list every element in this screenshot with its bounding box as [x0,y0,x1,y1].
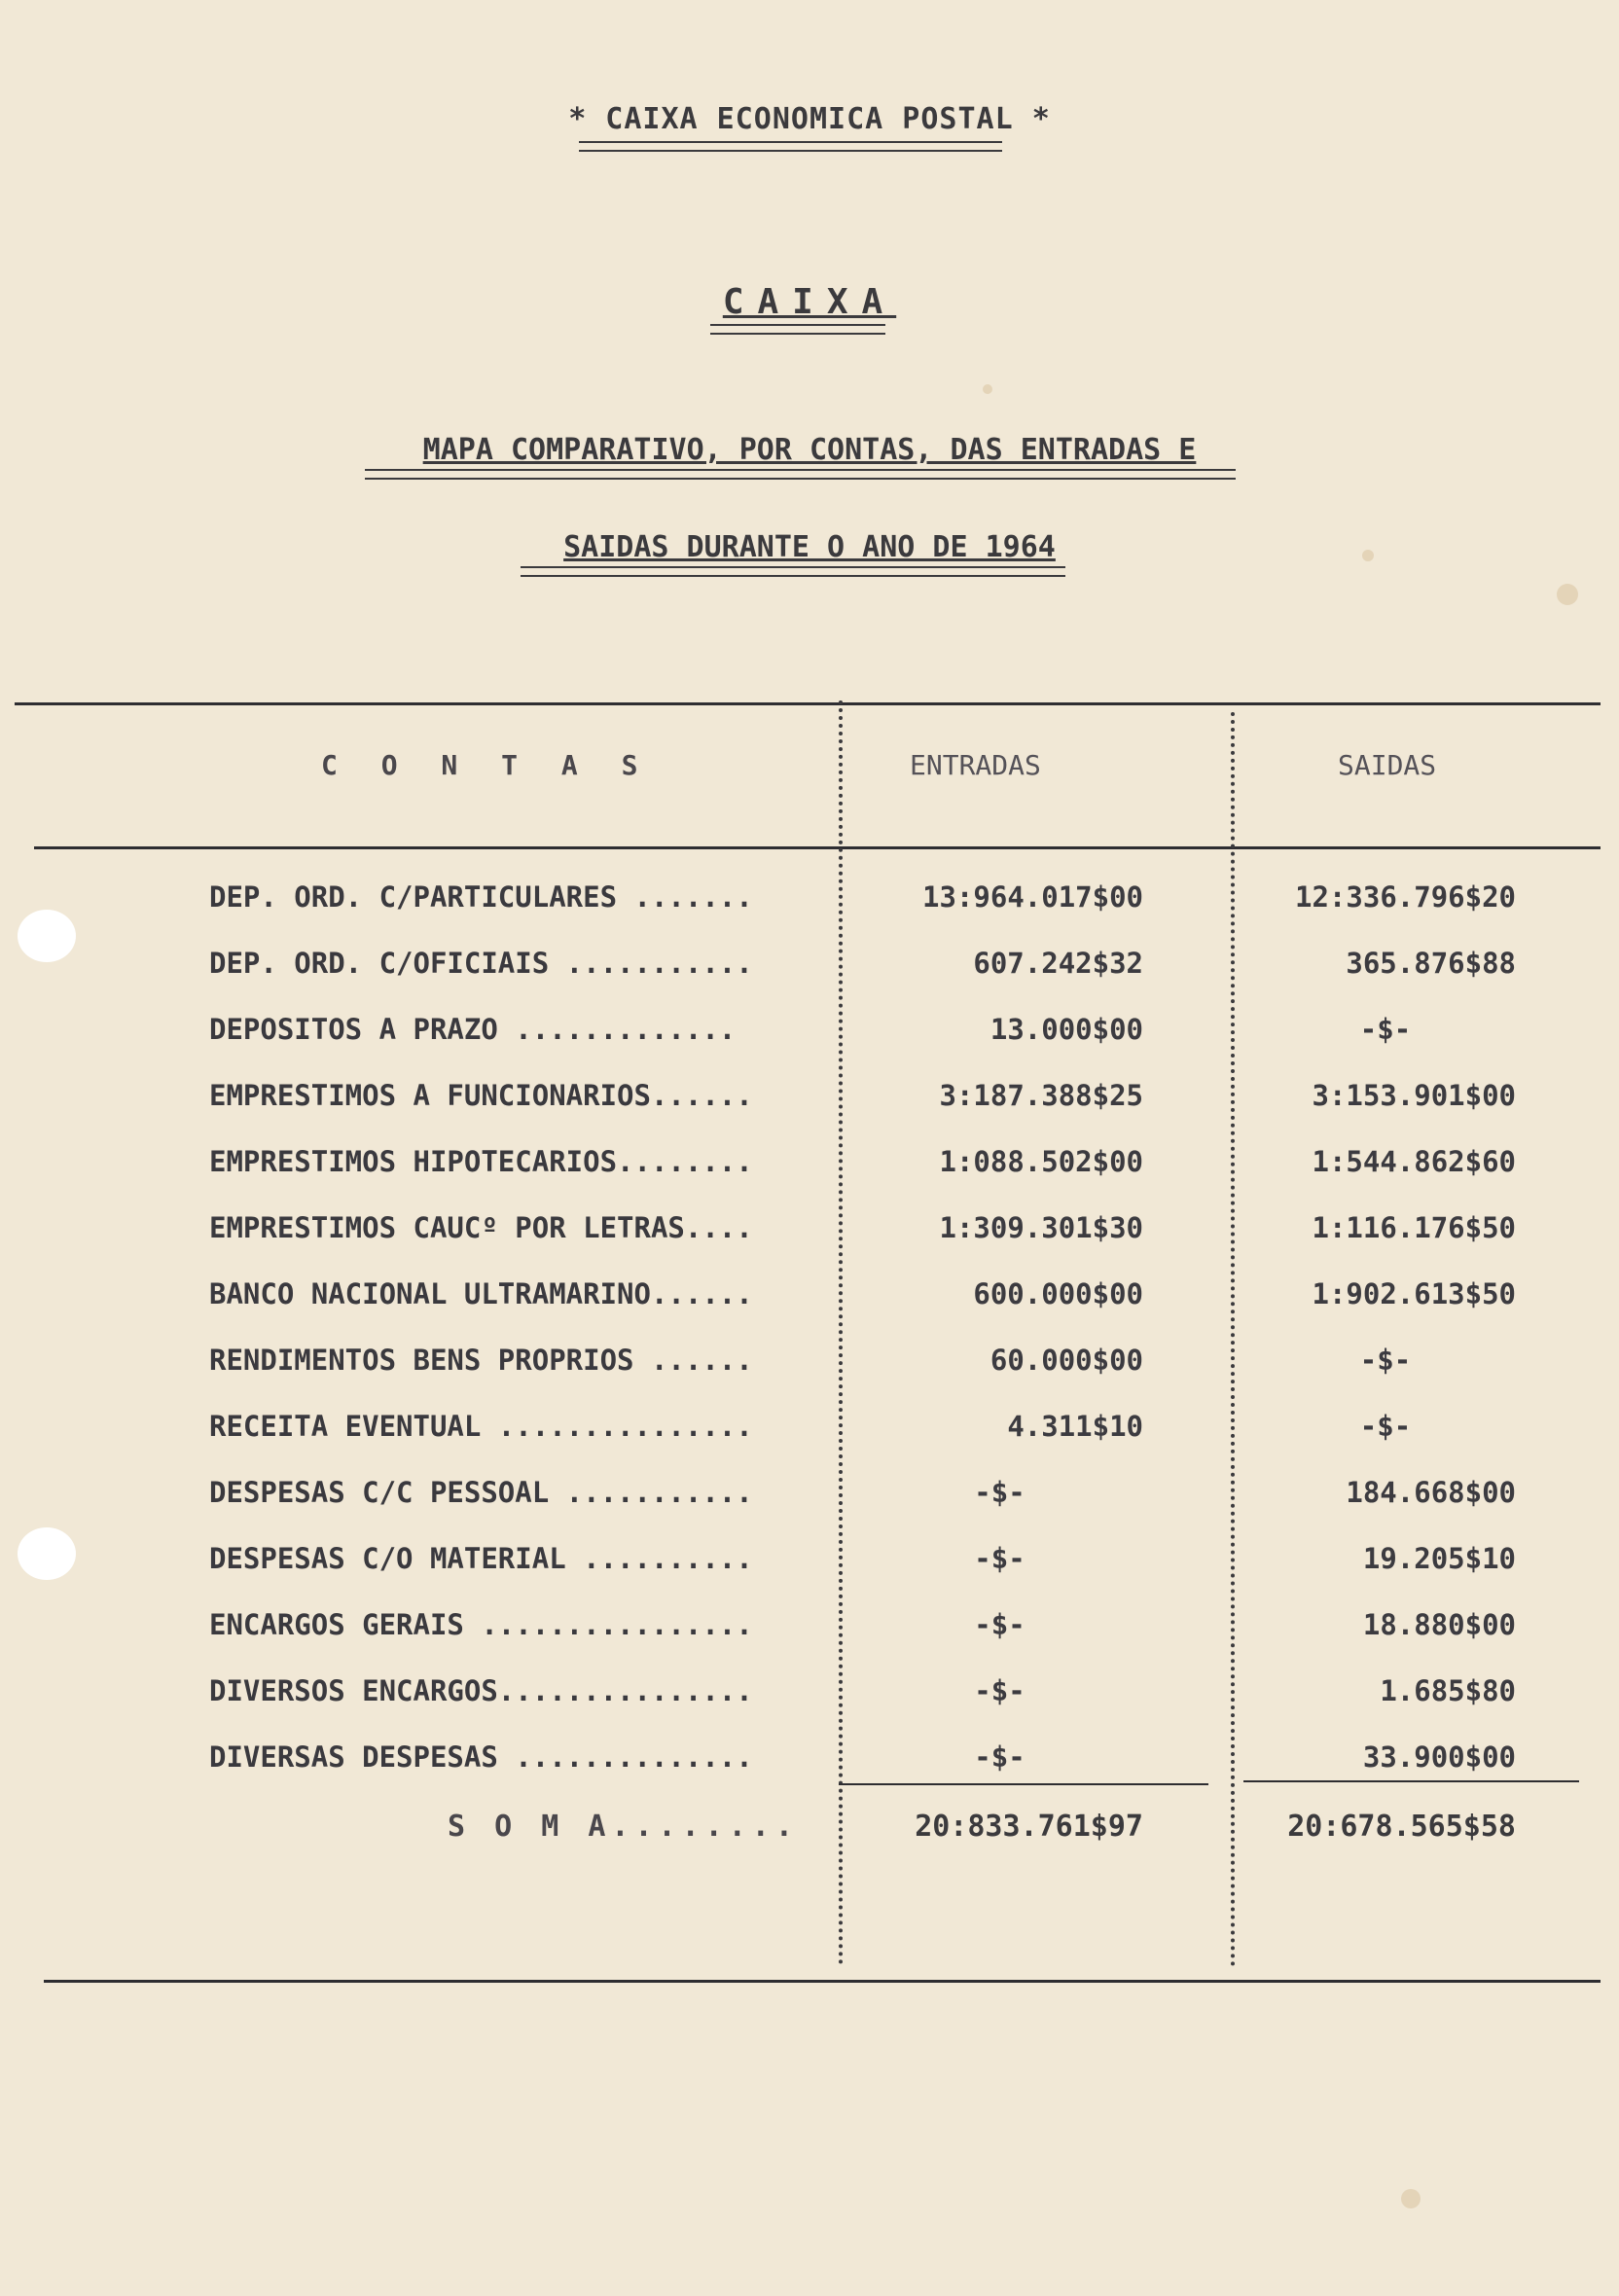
account-name: RENDIMENTOS BENS PROPRIOS ...... [209,1344,753,1377]
table-row [0,1476,1619,1534]
double-underline [710,324,885,335]
double-underline [521,566,1065,577]
saidas-value: 12:336.796$20 [1295,880,1516,914]
saidas-value: 1:902.613$50 [1312,1277,1516,1310]
account-name: DEP. ORD. C/PARTICULARES ....... [209,880,753,914]
stain-mark [983,384,992,394]
table-row [0,880,1619,939]
entradas-value: -$- [974,1542,1025,1575]
title-line-1: MAPA COMPARATIVO, POR CONTAS, DAS ENTRADAS E [422,433,1197,467]
entradas-value: 1:088.502$00 [939,1145,1143,1178]
account-name: ENCARGOS GERAIS ................ [209,1608,753,1641]
saidas-value: 19.205$10 [1362,1542,1516,1575]
saidas-value: 1:116.176$50 [1312,1211,1516,1244]
table-row [0,1542,1619,1600]
account-name: BANCO NACIONAL ULTRAMARINO...... [209,1277,753,1310]
total-entradas: 20:833.761$97 [915,1810,1143,1844]
account-name: EMPRESTIMOS A FUNCIONARIOS...... [209,1079,753,1112]
saidas-value: 1.685$80 [1380,1674,1516,1707]
entradas-value: -$- [974,1740,1025,1774]
saidas-value: -$- [1359,1013,1412,1046]
saidas-value: 3:153.901$00 [1312,1079,1516,1112]
account-name: RECEITA EVENTUAL ............... [209,1410,753,1443]
account-name: EMPRESTIMOS CAUCº POR LETRAS.... [209,1211,753,1244]
table-row [0,1608,1619,1667]
account-name: DIVERSOS ENCARGOS............... [209,1674,753,1707]
table-row [0,947,1619,1005]
table-row [0,1079,1619,1137]
column-header-contas: C O N T A S [321,749,652,781]
account-name: DEP. ORD. C/OFICIAIS ........... [209,947,753,980]
stain-mark [1557,584,1578,605]
account-name: DIVERSAS DESPESAS .............. [209,1740,753,1774]
entradas-value: 13:964.017$00 [922,880,1143,914]
account-name: DEPOSITOS A PRAZO ............. [209,1013,737,1046]
entradas-value: 60.000$00 [989,1344,1143,1377]
double-underline [365,469,1236,480]
entradas-value: 3:187.388$25 [939,1079,1143,1112]
table-row [0,1211,1619,1270]
saidas-value: 33.900$00 [1362,1740,1516,1774]
saidas-value: 365.876$88 [1346,947,1516,980]
account-name: DESPESAS C/C PESSOAL ........... [209,1476,753,1509]
table-row [0,1013,1619,1071]
stain-mark [1401,2189,1421,2208]
entradas-value: 4.311$10 [1007,1410,1143,1443]
table-row [0,1410,1619,1468]
table-row [0,1344,1619,1402]
entradas-value: 1:309.301$30 [939,1211,1143,1244]
entradas-value: -$- [974,1476,1025,1509]
table-row [0,1740,1619,1799]
header-bottom-rule [34,846,1601,849]
saidas-value: -$- [1359,1410,1412,1443]
entradas-value: 600.000$00 [973,1277,1143,1310]
table-top-rule [15,702,1601,705]
entradas-value: -$- [974,1608,1025,1641]
entradas-value: -$- [974,1674,1025,1707]
table-bottom-rule [44,1980,1601,1983]
saidas-value: -$- [1359,1344,1412,1377]
saidas-value: 184.668$00 [1346,1476,1516,1509]
table-row [0,1145,1619,1203]
total-label: S O M A........ [448,1810,799,1844]
table-row [0,1674,1619,1733]
entradas-value: 607.242$32 [973,947,1143,980]
section-heading: CAIXA [722,282,897,322]
total-saidas: 20:678.565$58 [1287,1810,1516,1844]
double-underline [579,141,1002,152]
account-name: EMPRESTIMOS HIPOTECARIOS........ [209,1145,753,1178]
saidas-value: 18.880$00 [1362,1608,1516,1641]
institution-heading: * CAIXA ECONOMICA POSTAL * [568,102,1051,136]
column-header-saidas: SAIDAS [1338,749,1437,781]
title-line-2: SAIDAS DURANTE O ANO DE 1964 [563,530,1056,564]
table-row [0,1277,1619,1336]
column-header-entradas: ENTRADAS [910,749,1041,781]
saidas-value: 1:544.862$60 [1312,1145,1516,1178]
entradas-value: 13.000$00 [989,1013,1143,1046]
account-name: DESPESAS C/O MATERIAL .......... [209,1542,753,1575]
